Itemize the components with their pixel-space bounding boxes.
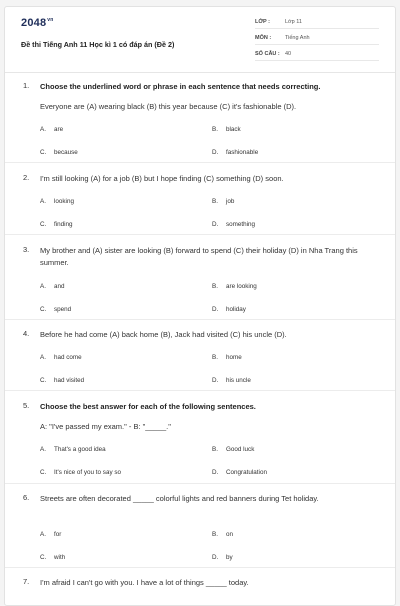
option-b[interactable]: B. Good luck bbox=[212, 446, 255, 453]
option-a[interactable]: A. had come bbox=[40, 354, 82, 361]
option-b[interactable]: B. black bbox=[212, 126, 241, 133]
option-c[interactable]: C. finding bbox=[40, 221, 73, 228]
option-a[interactable]: A. for bbox=[40, 531, 62, 538]
option-d[interactable]: D. something bbox=[212, 221, 256, 228]
question-text: Before he had come (A) back home (B), Jack had visited (C) his uncle (D). bbox=[40, 330, 287, 339]
question-text: Everyone are (A) wearing black (B) this year because (C) it's fashionable (D). bbox=[40, 102, 297, 111]
meta-count-row bbox=[255, 48, 379, 61]
option-b[interactable]: B. on bbox=[212, 531, 234, 538]
meta-subject-row bbox=[255, 32, 379, 45]
question-number: 5. bbox=[23, 401, 30, 410]
divider bbox=[5, 319, 396, 320]
option-c[interactable]: C. It's nice of you to say so bbox=[40, 469, 122, 476]
meta-class-label: LỚP : bbox=[255, 19, 270, 25]
option-a[interactable]: A. That's a good idea bbox=[40, 446, 106, 453]
exam-title: Đề thi Tiếng Anh 11 Học kì 1 có đáp án (Đề 2) bbox=[21, 40, 175, 49]
option-a[interactable]: A. are bbox=[40, 126, 64, 133]
question-text: I'm afraid I can't go with you. I have a lot of things _____ today. bbox=[40, 578, 249, 587]
exam-header bbox=[5, 7, 395, 73]
meta-subject-value: Tiếng Anh bbox=[285, 35, 310, 41]
option-b[interactable]: B. are looking bbox=[212, 283, 257, 290]
section-instruction: Choose the best answer for each of the following sentences. bbox=[40, 402, 256, 411]
question-text: My brother and (A) sister are looking (B) forward to spend (C) their holiday (D) in Nha Trang this summer. bbox=[40, 246, 358, 267]
question-number: 6. bbox=[23, 493, 30, 502]
option-d[interactable]: D. fashionable bbox=[212, 149, 259, 156]
meta-count-label: SỐ CÂU : bbox=[255, 51, 280, 57]
divider bbox=[5, 483, 396, 484]
option-c[interactable]: C. because bbox=[40, 149, 78, 156]
option-d[interactable]: D. holiday bbox=[212, 306, 246, 313]
question-number: 7. bbox=[23, 577, 30, 586]
question-text: I'm still looking (A) for a job (B) but I hope finding (C) something (D) soon. bbox=[40, 174, 284, 183]
question-number: 2. bbox=[23, 173, 30, 182]
option-c[interactable]: C. spend bbox=[40, 306, 72, 313]
option-b[interactable]: B. home bbox=[212, 354, 242, 361]
divider bbox=[5, 390, 396, 391]
option-a[interactable]: A. looking bbox=[40, 198, 74, 205]
option-b[interactable]: B. job bbox=[212, 198, 235, 205]
meta-class-value: Lớp 11 bbox=[285, 19, 302, 25]
question-number: 1. bbox=[23, 81, 30, 90]
option-c[interactable]: C. had visited bbox=[40, 377, 85, 384]
option-d[interactable]: D. his uncle bbox=[212, 377, 251, 384]
option-c[interactable]: C. with bbox=[40, 554, 66, 561]
divider bbox=[5, 234, 396, 235]
meta-count-value: 40 bbox=[285, 51, 292, 57]
divider bbox=[5, 567, 396, 568]
question-number: 4. bbox=[23, 329, 30, 338]
question-text: A: "I've passed my exam." - B: "_____." bbox=[40, 422, 171, 431]
divider bbox=[5, 162, 396, 163]
question-number: 3. bbox=[23, 245, 30, 254]
option-d[interactable]: D. by bbox=[212, 554, 233, 561]
option-d[interactable]: D. Congratulation bbox=[212, 469, 267, 476]
meta-subject-label: MÔN : bbox=[255, 35, 272, 41]
section-instruction: Choose the underlined word or phrase in each sentence that needs correcting. bbox=[40, 82, 321, 91]
meta-class-row bbox=[255, 16, 379, 29]
site-logo[interactable]: $2048^{vn}$ bbox=[21, 17, 54, 29]
question-text: Streets are often decorated _____ colorful lights and red banners during Tet holiday. bbox=[40, 494, 319, 503]
exam-sheet bbox=[4, 6, 396, 606]
option-a[interactable]: A. and bbox=[40, 283, 65, 290]
